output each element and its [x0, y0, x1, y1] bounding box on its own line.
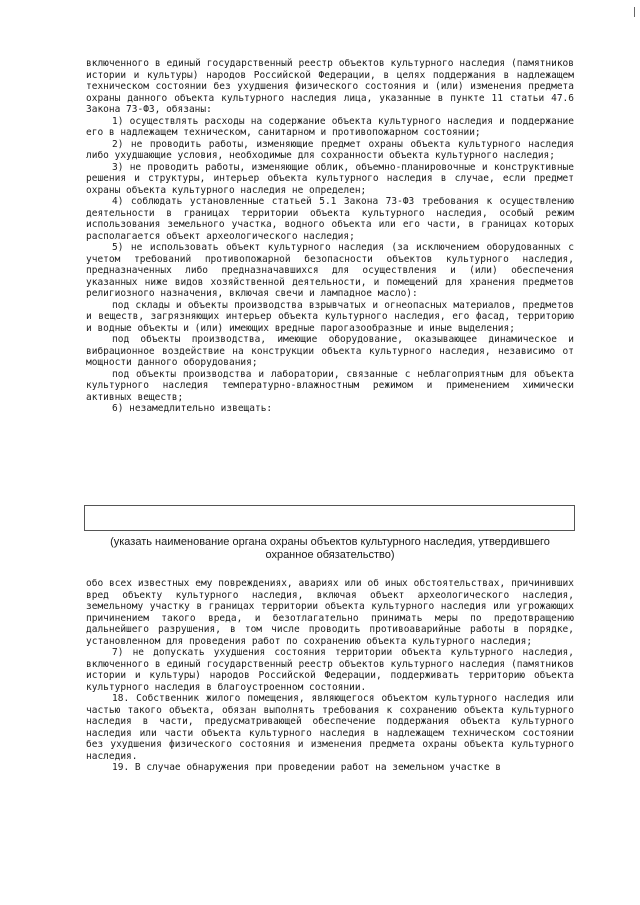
paragraph-item-5-c: под объекты производства и лаборатории, связанные с неблагоприятным для объекта культурного наследия температурно-влажностным режимом и применением химически активных веществ;	[86, 368, 574, 403]
paragraph-item-7: 7) не допускать ухудшения состояния территории объекта культурного наследия, включенного в единый государственный реестр объектов культурного наследия (памятников истории и культуры) народов Российской Федерации, поддерживать территорию объекта культурного наследия в благоустроенном состоянии.	[86, 647, 574, 693]
paragraph-item-5-b: под объекты производства, имеющие оборудование, оказывающее динамическое и вибрационное воздействие на конструкции объекта культурного наследия, независимо от мощности данного оборудования;	[86, 334, 574, 368]
paragraph-item-2: 2) не проводить работы, изменяющие предмет охраны объекта культурного наследия либо ухудшающие условия, необходимые для сохранности объекта культурного наследия;	[86, 138, 574, 161]
scan-edge-mark	[634, 7, 635, 17]
paragraph-item-1: 1) осуществлять расходы на содержание объекта культурного наследия и поддержание его в надлежащем техническом, санитарном и противопожарном состоянии;	[86, 115, 574, 138]
text-block-bottom	[86, 578, 574, 774]
paragraph-item-3: 3) не проводить работы, изменяющие облик, объемно-планировочные и конструктивные решения и структуры, интерьер объекта культурного наследия в случае, если предмет охраны объекта культурного наследия не определен;	[86, 161, 574, 196]
paragraph-item-6-continued: обо всех известных ему повреждениях, авариях или об иных обстоятельствах, причинивших вред объекту культурного наследия, включая объект археологического наследия, земельному участку в границах территории объекта культурного наследия или угрожающих причинением такого вреда, и безотлагательно принимать меры по предотвращению дальнейшего разрушения, в том числе проводить противоаварийные работы в порядке, установленном для проведения работ по сохранению объекта культурного наследия;	[86, 578, 574, 647]
paragraph-item-5: 5) не использовать объект культурного наследия (за исключением оборудованных с учетом требований противопожарной безопасности объектов культурного наследия, предназначенных либо предназначавшихся для осуществления и (или) обеспечения указанных ниже видов хозяйственной деятельности, и помещений для хранения предметов религиозного назначения, включая свечи и лампадное масло):	[86, 242, 574, 299]
authority-field-caption: (указать наименование органа охраны объектов культурного наследия, утвердившего охранное обязательство)	[110, 536, 550, 561]
paragraph-intro: включенного в единый государственный реестр объектов культурного наследия (памятников истории и культуры) народов Российской Федерации, в целях поддержания в надлежащем техническом состоянии без ухудшения физического состояния и (или) изменения предмета охраны данного объекта культурного наследия лица, указанные в пункте 11 статьи 47.6 Закона 73-ФЗ, обязаны:	[86, 58, 574, 115]
text-block-top	[86, 58, 574, 415]
paragraph-item-4: 4) соблюдать установленные статьей 5.1 Закона 73-ФЗ требования к осуществлению деятельности в границах территории объекта культурного наследия, особый режим использования земельного участка, водного объекта или его части, в границах которых располагается объект археологического наследия;	[86, 196, 574, 242]
paragraph-section-18: 18. Собственник жилого помещения, являющегося объектом культурного наследия или частью такого объекта, обязан выполнять требования к сохранению объекта культурного наследия в части, предусматривающей обеспечение поддержания объекта культурного наследия или части объекта культурного наследия в надлежащем техническом состоянии без ухудшения физического состояния и изменения предмета охраны объекта культурного наследия.	[86, 693, 574, 762]
paragraph-item-6: 6) незамедлительно извещать:	[112, 403, 273, 414]
authority-name-field[interactable]	[84, 505, 575, 531]
paragraph-item-5-a: под склады и объекты производства взрывчатых и огнеопасных материалов, предметов и веществ, загрязняющих интерьер объекта культурного наследия, его фасад, территорию и водные объекты и (или) имеющих вредные парогазообразные и иные выделения;	[86, 299, 574, 334]
paragraph-section-19: 19. В случае обнаружения при проведении работ на земельном участке в	[112, 762, 501, 773]
